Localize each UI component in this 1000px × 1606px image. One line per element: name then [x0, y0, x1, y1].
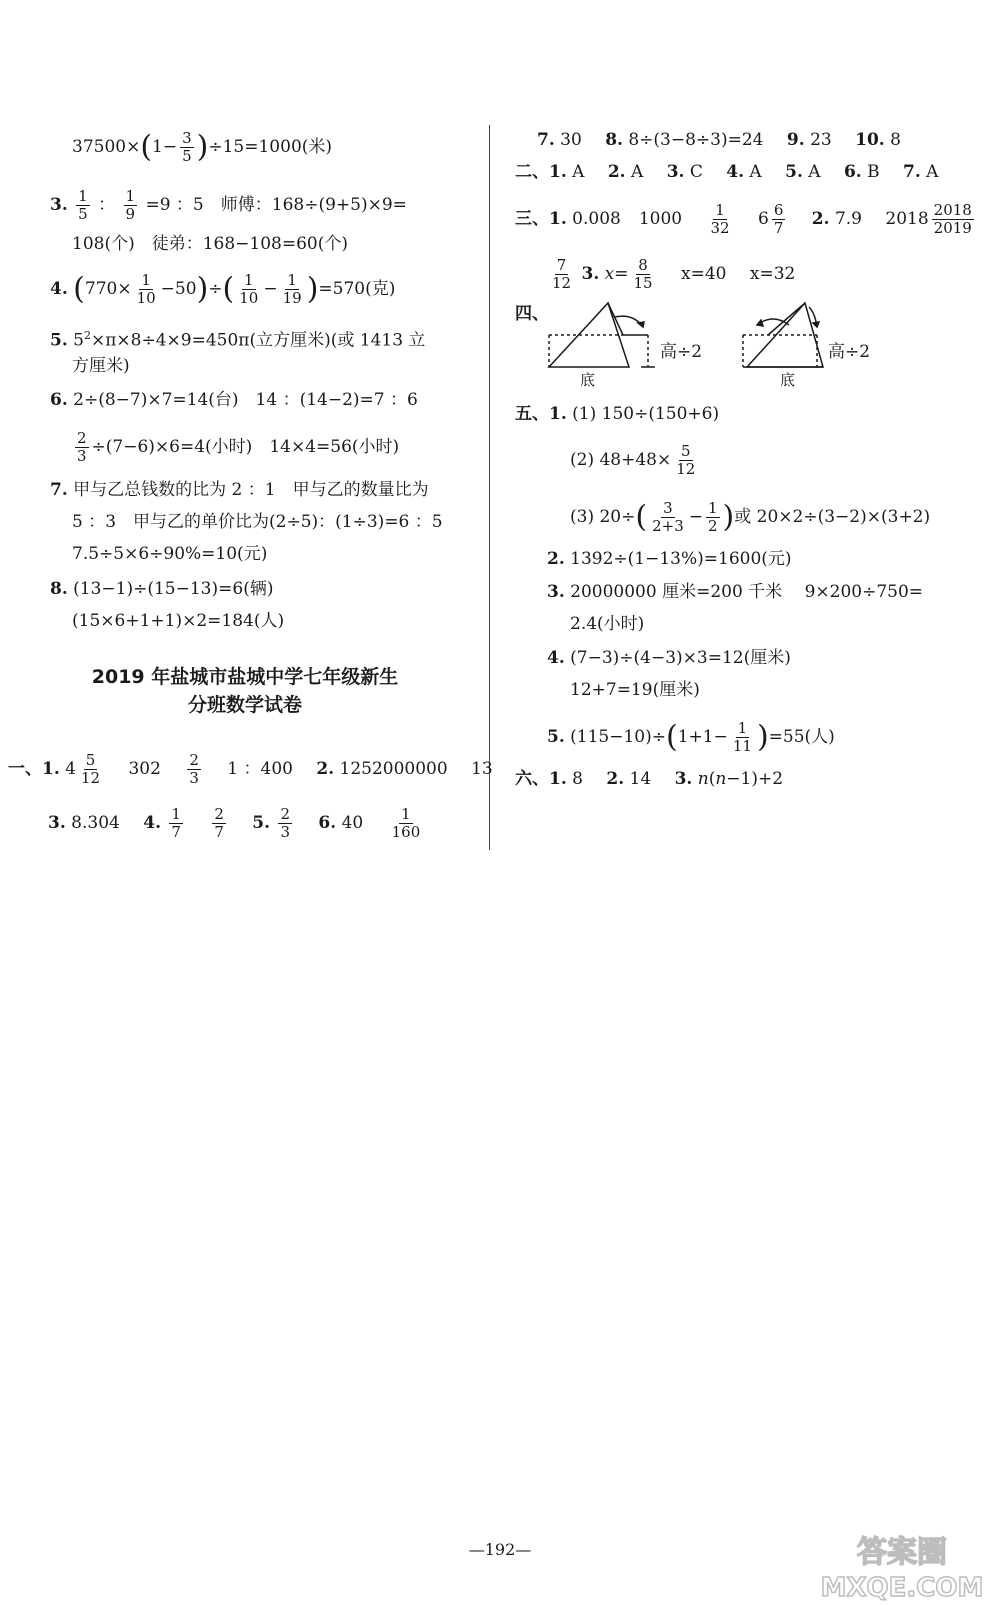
diagram-2: [743, 303, 823, 367]
svg-text:MXQE.COM: MXQE.COM: [820, 1573, 984, 1602]
answer-line: 4. (7−3)÷(4−3)×3=12(厘米): [547, 648, 791, 668]
answer-line: 108(个) 徒弟：168−108=60(个): [72, 234, 348, 254]
diagram-1: [549, 303, 655, 367]
column-divider: [489, 125, 490, 850]
answer-line: 一、1. 4 $\frac{5}{12}$ 302 $\frac{2}{3}$ 1 ：400 2. 1252000000 13: [8, 751, 493, 787]
label-height: 高÷2: [828, 342, 871, 362]
answer-line: (3) 20÷( $\frac{3}{2+3}$ − $\frac{1}{2}$ )或 20×2÷(3−2)×(3+2): [570, 499, 931, 535]
answer-line: $\frac{2}{3}$ ÷(7−6)×6=4(小时) 14×4=56(小时): [77, 429, 400, 465]
answer-line: 5. $5^2\times\pi\times 8\div 4\times 9=450\pi$(立方厘米)(或 1413 立: [50, 329, 426, 351]
answer-line: 37500×(1− $\frac{3}{5}$ )÷15=1000(米): [72, 129, 333, 165]
answer-line: $\frac{7}{12}$ 3. x= $\frac{8}{15}$ x=40 x=32: [552, 256, 796, 292]
fraction: $\frac{3}{5}$: [182, 129, 192, 165]
answer-line: 四、: [515, 304, 549, 324]
answer-line: 2.4(小时): [570, 614, 645, 634]
section-subtitle: 分班数学试卷: [187, 694, 302, 716]
svg-text:答案圈: 答案圈: [857, 1535, 947, 1570]
answer-line: 五、1. (1) 150÷(150+6): [515, 404, 720, 424]
answer-line: 三、1. 0.008 1000 $\frac{1}{32}$ 6 $\frac{6}{7}$ 2. 7.9 2018 $\frac{2018}{2019}$: [515, 201, 972, 237]
answer-line: 六、1. 8 2. 14 3. n(n−1)+2: [515, 769, 784, 789]
label-base: 底: [780, 371, 796, 389]
answer-line: (2) 48+48× $\frac{5}{12}$: [570, 442, 696, 478]
answer-line: 7.5÷5×6÷90%=10(元): [72, 544, 268, 564]
answer-line: 4. (770× $\frac{1}{10}$ −50)÷( $\frac{1}{10}$ − $\frac{1}{19}$ )=570(克): [50, 271, 396, 307]
answer-line: 2. 1392÷(1−13%)=1600(元): [547, 549, 792, 569]
triangle-diagrams: [543, 295, 963, 390]
answer-line: 3. 8.304 4. $\frac{1}{7}$ $\frac{2}{7}$ 5. $\frac{2}{3}$ 6. 40 $\frac{1}{160}$: [48, 805, 421, 841]
answer-line: 12+7=19(厘米): [570, 680, 700, 700]
label-base: 底: [580, 371, 596, 389]
page-number: —192—: [468, 1540, 532, 1559]
section-title: 2019 年盐城市盐城中学七年级新生: [91, 666, 399, 688]
answer-line: 5 ：3 甲与乙的单价比为(2÷5)：(1÷3)=6 ：5: [72, 512, 443, 532]
answer-line: 5. (115−10)÷(1+1− $\frac{1}{11}$ )=55(人): [547, 719, 835, 755]
label-height: 高÷2: [660, 342, 703, 362]
answer-line: 二、1. A 2. A 3. C 4. A 5. A 6. B 7. A: [515, 162, 939, 182]
answer-line: 7. 30 8. 8÷(3−8÷3)=24 9. 23 10. 8: [537, 130, 901, 150]
answer-line: 方厘米): [72, 356, 130, 376]
answer-line: 3. $\frac{1}{5}$ ： $\frac{1}{9}$ =9 ：5 师傅：168÷(9+5)×9=: [50, 187, 407, 223]
answer-line: 7. 甲与乙总钱数的比为 2 ：1 甲与乙的数量比为: [50, 480, 429, 500]
answer-line: 8. (13−1)÷(15−13)=6(辆): [50, 579, 274, 599]
watermark-logo: [810, 1528, 995, 1602]
answer-line: (15×6+1+1)×2=184(人): [72, 611, 285, 631]
answer-line: 6. 2÷(8−7)×7=14(台) 14 ：(14−2)=7 ：6: [50, 390, 418, 410]
answer-line: 3. 20000000 厘米=200 千米 9×200÷750=: [547, 582, 924, 602]
